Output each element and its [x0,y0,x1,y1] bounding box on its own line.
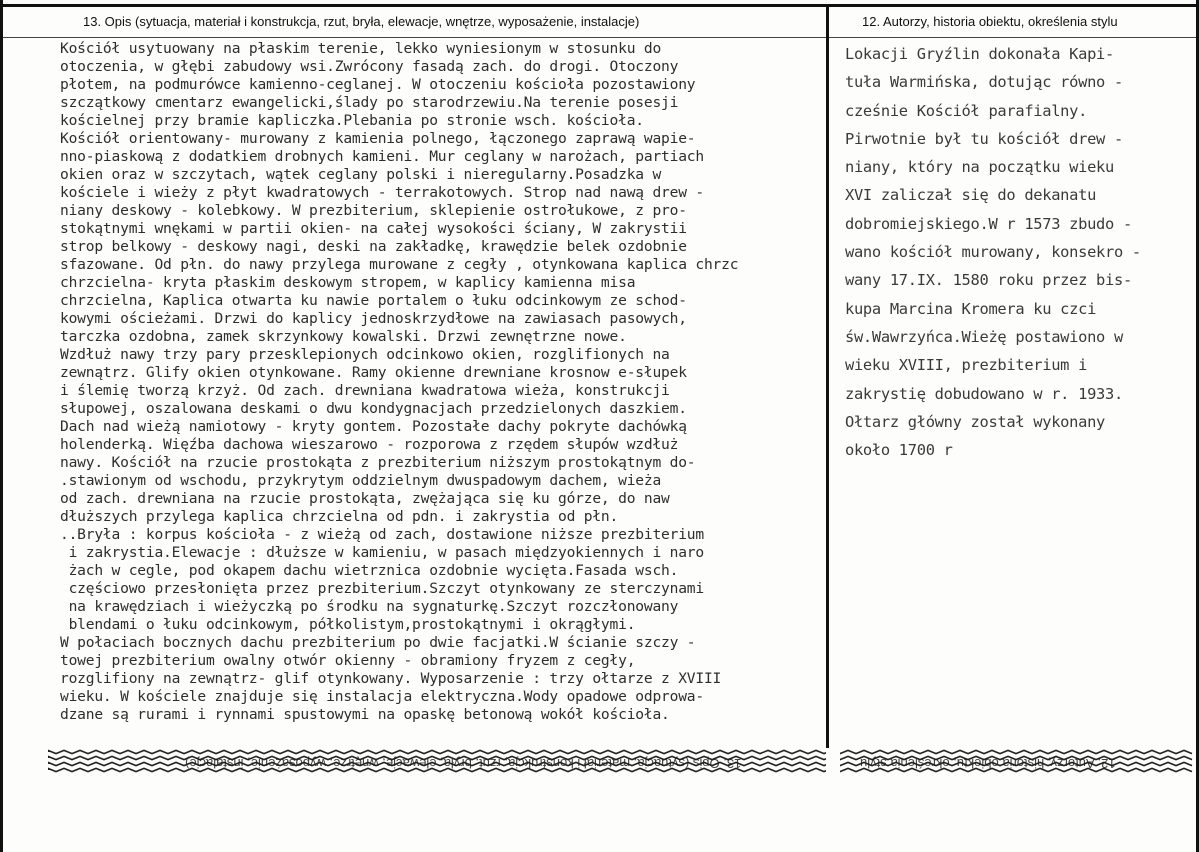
history-line: Ołtarz główny został wykonany [845,412,1106,431]
description-line: Kościół usytuowany na płaskim terenie, lekko wyniesionym w stosunku do [60,40,662,57]
description-line: na krawędziach i wieżyczką po środku na sygnaturkę.Szczyt rozczłonowany [60,598,679,615]
description-line: częściowo przesłonięta przez prezbiterium.Szczyt otynkowany ze sterczynami [60,580,704,597]
history-line: kupa Marcina Kromera ku czci [845,299,1097,318]
description-line: kowymi ościeżami. Drzwi do kaplicy jednoskrzydłowe na zawiasach pasowych, [60,310,687,327]
description-line: chrzcielna- kryta płaskim deskowym stropem, w kaplicy kamienna misa [60,274,636,291]
history-text [845,40,1141,464]
description-line: zewnątrz. Glify okien otynkowane. Ramy okienne drewniane krosnow e-słupek [60,364,687,381]
history-line: XVI zaliczał się do dekanatu [845,186,1097,205]
description-line: towej prezbiterium owalny otwór okienny - obramiony fryzem z cegły, [60,652,636,669]
description-line: kościele i wieży z płyt kwadratowych - terrakotowych. Strop nad nawą drew - [60,184,704,201]
description-line: od zach. drewniana na rzucie prostokąta, zwężająca się ku górze, do naw [60,490,670,507]
description-line: nno-piaskową z dodatkiem drobnych kamieni. Mur ceglany w narożach, partiach [60,148,704,165]
history-line: tuła Warmińska, dotując równo - [845,73,1123,92]
description-line: Wzdłuż nawy trzy pary przesklepionych odcinkowo okien, rozglifionych na [60,346,670,363]
description-line: wieku. W kościele znajduje się instalacja elektryczna.Wody opadowe odprowa- [60,688,704,705]
history-line: niany, który na początku wieku [845,158,1114,177]
description-line: i zakrystia.Elewacje : dłuższe w kamieniu, w pasach międzyokiennych i naro [60,544,704,561]
mirrored-section-13-heading: 13. Opis (sytuacja, materiał i konstrukcja, rzut, bryła, elewacje, wnętrze, wyposażenie, instalacje) [185,756,742,771]
description-line: żach w cegle, pod okapem dachu wietrznica ozdobnie wycięta.Fasada wsch. [60,562,679,579]
history-line: około 1700 r [845,441,953,460]
description-line: tarczka ozdobna, zamek skrzynkowy kowalski. Drzwi zewnętrzne nowe. [60,328,627,345]
history-line: św.Wawrzyńca.Wieżę postawiono w [845,327,1123,346]
history-line: zakrystię dobudowano w r. 1933. [845,384,1123,403]
description-line: chrzcielna, Kaplica otwarta ku nawie portalem o łuku odcinkowym ze schod- [60,292,687,309]
history-line: wieku XVIII, prezbiterium i [845,356,1088,375]
description-line: strop belkowy - deskowy nagi, deski na zakładkę, krawędzie belek ozdobnie [60,238,687,255]
history-line: cześnie Kościół parafialny. [845,101,1088,120]
history-line: dobromiejskiego.W r 1573 zbudo - [845,214,1132,233]
description-line: płotem, na podmurówce kamienno-ceglanej. W otoczeniu kościoła pozostawiony [60,76,696,93]
section-13-heading: 13. Opis (sytuacja, materiał i konstrukcja, rzut, bryła, elewacje, wnętrze, wyposażenie, instalacje) [83,14,640,29]
description-line: rozglifiony na zewnątrz- glif otynkowany. Wyposarzenie : trzy ołtarze z XVIII [60,670,722,687]
description-line: ..Bryła : korpus kościoła - z wieżą od zach, dostawione niższe prezbiterium [60,526,704,543]
column-divider [826,6,829,776]
description-line: okien oraz w szczytach, wątek ceglany polski i nieregularny.Posadzka w [60,166,662,183]
description-text [60,40,738,724]
section-12-heading: 12. Autorzy, historia obiektu, określenia stylu [862,14,1118,29]
description-line: holenderką. Więźba dachowa wieszarowo - rozporowa z rzędem słupów wzdłuż [60,436,679,453]
description-line: słupowej, oszalowana deskami o dwu kondygnacjach przedzielonych daszkiem. [60,400,687,417]
description-line: szczątkowy cmentarz ewangelicki,ślady po starodrzewiu.Na terenie posesji [60,94,679,111]
description-line: niany deskowy - kolebkowy. W prezbiterium, sklepienie ostrołukowe, z pro- [60,202,687,219]
header-rule [3,37,1196,38]
description-line: sfazowane. Od płn. do nawy przylega murowane z cegły , otynkowana kaplica chrzc [60,256,739,273]
frame-left-rule [0,0,3,852]
description-line: i ślemię tworzą krzyż. Od zach. drewniana kwadratowa wieża, konstrukcji [60,382,670,399]
description-line: dłuższych przylega kaplica chrzcielna od pdn. i zakrystia od płn. [60,508,619,525]
description-line: W połaciach bocznych dachu prezbiterium po dwie facjatki.W ścianie szczy - [60,634,696,651]
description-line: otoczenia, w głębi zabudowy wsi.Zwrócony fasadą zach. do drogi. Otoczony [60,58,679,75]
description-line: Kościół orientowany- murowany z kamienia polnego, łączonego zaprawą wapie- [60,130,696,147]
history-line: Lokacji Gryźlin dokonała Kapi- [845,45,1114,63]
description-line: blendami o łuku odcinkowym, półkolistym,prostokątnymi i okrągłymi. [60,616,636,633]
description-line: stokątnymi wnękami w partii okien- na całej wysokości ściany, W zakrystii [60,220,687,237]
description-line: .stawionym od wschodu, przykrytym oddzielnym dwuspadowym dachem, wieża [60,472,662,489]
description-line: nawy. Kościół na rzucie prostokąta z prezbiterium niższym prostokątnym do- [60,454,696,471]
history-line: wany 17.IX. 1580 roku przez bis- [845,271,1132,290]
history-line: wano kościół murowany, konsekro - [845,243,1141,262]
frame-top-rule [0,4,1199,7]
history-line: Pirwotnie był tu kościół drew - [845,129,1123,148]
mirrored-section-12-heading: 12. Autorzy, historia obiektu, określenia stylu [860,756,1116,771]
description-line: kościelnej przy bramie kapliczka.Plebania po stronie wsch. kościoła. [60,112,644,129]
description-line: dzane są rurami i rynnami spustowymi na opaskę betonową wokół kościoła. [60,706,670,723]
footer-gap [826,748,840,776]
description-line: Dach nad wieżą namiotowy - kryty gontem. Pozostałe dachy pokryte dachówką [60,418,687,435]
